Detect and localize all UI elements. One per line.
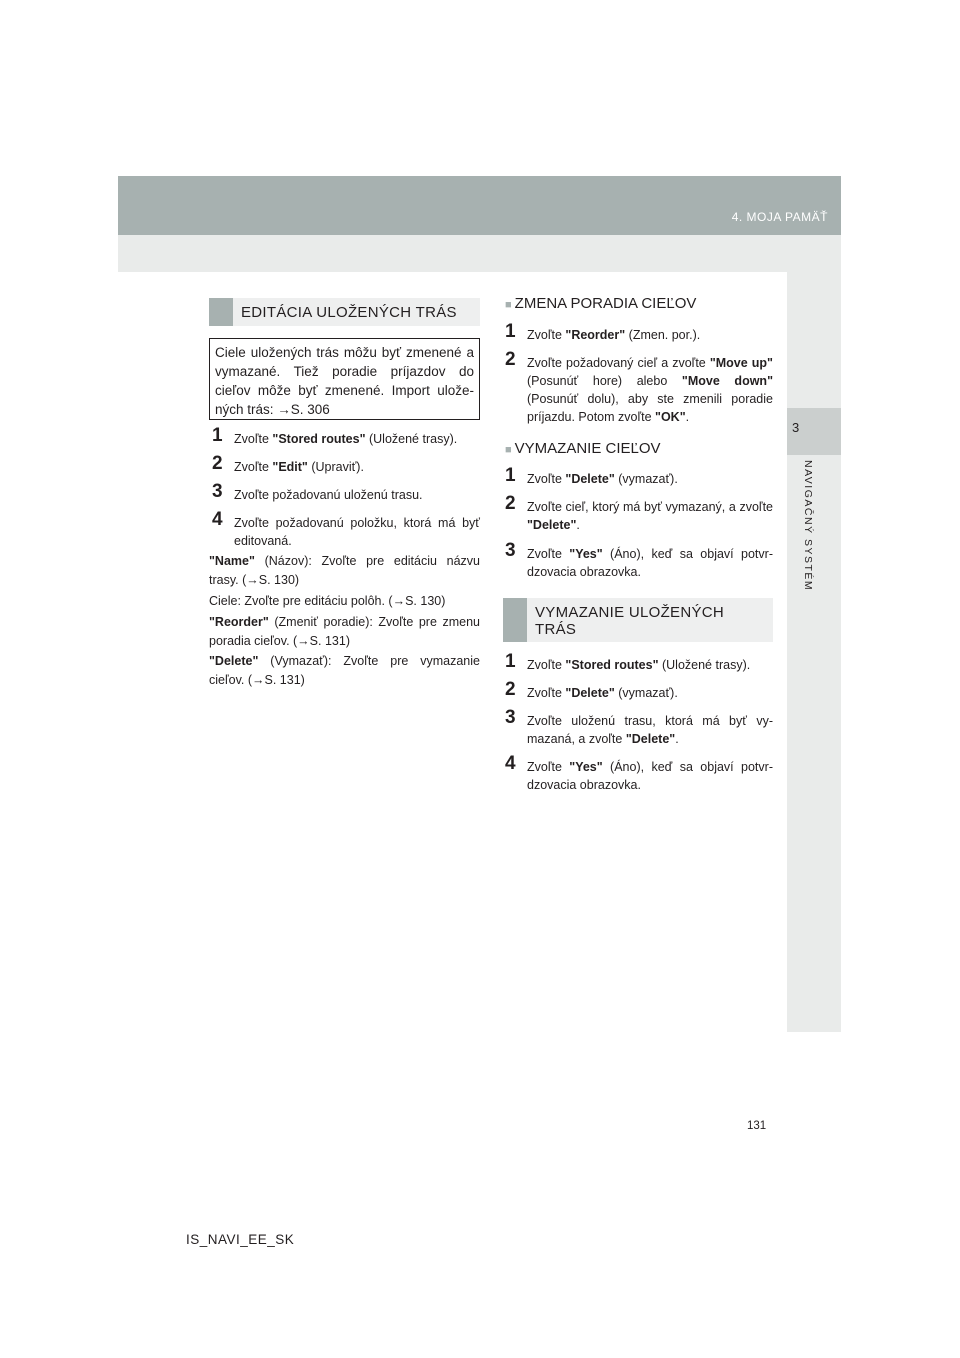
section-heading-edit [209, 298, 480, 326]
ui-label: "Move up" [709, 356, 773, 370]
note-reorder [209, 613, 480, 650]
note-destinations [209, 592, 480, 611]
step-number: 1 [505, 651, 516, 672]
ui-label: "Reorder" [209, 615, 269, 629]
side-strip [787, 272, 841, 1032]
step-number: 1 [505, 465, 516, 486]
step-text: Zvoľte požadovanú položku, ktorá má byť editovaná. [234, 516, 480, 548]
reorder-step-1 [505, 321, 773, 344]
step-3 [212, 481, 480, 504]
title-line: TRÁS [535, 621, 577, 638]
step-number: 1 [212, 425, 223, 446]
step-number: 3 [505, 540, 516, 561]
step-text: Zvoľte [527, 547, 570, 561]
step-text: Zvoľte cieľ, ktorý má byť vymazaný, a zvoľte [527, 500, 773, 514]
ui-label: "Name" [209, 554, 255, 568]
section-heading-delete-routes [503, 598, 773, 642]
section-title [535, 604, 724, 638]
info-box: Ciele uložených trás môžu byť zmenené a vymazané. Tiež poradie príjazdov do cieľov môže byť zmenené. Import ulože-ných trás: →S. 306 [209, 338, 480, 420]
step-text: . [675, 732, 679, 746]
ui-label: "Delete" [565, 472, 615, 486]
step-text: Zvoľte požadovanú uloženú trasu. [234, 488, 423, 502]
step-number: 1 [505, 321, 516, 342]
subsection-delete [505, 440, 661, 457]
step-text: (Uložené trasy). [365, 432, 458, 446]
routes-step-2 [505, 679, 773, 702]
subsection-title: ZMENA PORADIA CIEĽOV [514, 295, 697, 312]
step-text: (Posunúť dolu), aby ste zmenili poradie príjazdu. Potom zvoľte [527, 392, 773, 424]
step-text: Zvoľte [527, 658, 566, 672]
note-text: (Zmeniť poradie): Zvoľte pre zmenu poradia cieľov. (→S. 131) [209, 615, 480, 648]
delete-step-1 [505, 465, 773, 488]
ui-label: "Delete" [527, 518, 577, 532]
reorder-step-2 [505, 349, 773, 426]
step-text: . [685, 410, 690, 424]
step-1 [212, 425, 480, 448]
ui-label: "Delete" [209, 654, 259, 668]
note-text: (Názov): Zvoľte pre editáciu názvu trasy. (→S. 130) [209, 554, 480, 587]
subsection-reorder [505, 295, 696, 312]
ui-label: "Edit" [272, 460, 308, 474]
step-text: Zvoľte [234, 460, 273, 474]
ui-label: "Delete" [565, 686, 615, 700]
step-number: 3 [505, 707, 516, 728]
step-text: Zvoľte [527, 686, 566, 700]
note-delete [209, 652, 480, 689]
header-bar [118, 176, 841, 235]
heading-bar [209, 298, 233, 326]
ui-label: "Stored routes" [272, 432, 366, 446]
step-2 [212, 453, 480, 476]
step-text: Zvoľte požadovaný cieľ a zvoľte [527, 356, 710, 370]
document-code: IS_NAVI_EE_SK [186, 1232, 295, 1247]
ui-label: "Delete" [625, 732, 676, 746]
step-number: 4 [505, 753, 516, 774]
step-4 [212, 509, 480, 550]
square-bullet-icon: ■ [505, 444, 512, 456]
step-text: Zvoľte [527, 328, 566, 342]
step-number: 2 [505, 493, 516, 514]
step-number: 2 [212, 453, 223, 474]
ui-label: "Move down" [681, 374, 773, 388]
step-text: (Zmen. por.). [625, 328, 701, 342]
ui-label: "Yes" [569, 760, 603, 774]
page-number: 131 [747, 1120, 767, 1132]
step-text: (Áno), keď sa objaví potvr-dzovacia obrazovka. [527, 547, 773, 579]
delete-step-3 [505, 540, 773, 581]
step-text: (vymazať). [614, 472, 678, 486]
step-text: (Posunúť hore) alebo [527, 374, 682, 388]
square-bullet-icon: ■ [505, 299, 512, 311]
step-number: 2 [505, 349, 516, 370]
routes-step-1 [505, 651, 773, 674]
title-line: VYMAZANIE ULOŽENÝCH [535, 604, 725, 621]
ui-label: "OK" [655, 410, 686, 424]
ui-label: "Stored routes" [565, 658, 659, 672]
step-number: 4 [212, 509, 223, 530]
routes-step-4 [505, 753, 773, 794]
step-text: (vymazať). [614, 686, 678, 700]
note-text: (Vymazať): Zvoľte pre vymazanie cieľov. (→S. 131) [209, 654, 480, 687]
chapter-title: 4. MOJA PAMÄŤ [731, 210, 828, 224]
section-title: EDITÁCIA ULOŽENÝCH TRÁS [241, 304, 457, 321]
step-text: (Upraviť). [307, 460, 364, 474]
delete-step-2 [505, 493, 773, 534]
subsection-title: VYMAZANIE CIEĽOV [514, 440, 661, 457]
step-text: Zvoľte [527, 760, 570, 774]
step-text: Zvoľte uloženú trasu, ktorá má byť vy-mazaná, a zvoľte [527, 714, 773, 746]
routes-step-3 [505, 707, 773, 748]
step-text: (Áno), keď sa objaví potvr-dzovacia obrazovka. [527, 760, 773, 792]
note-text: Ciele: Zvoľte pre editáciu polôh. (→S. 130) [209, 594, 446, 608]
step-text: . [576, 518, 580, 532]
chapter-label: NAVIGAČNÝ SYSTÉM [802, 460, 814, 592]
step-text: Zvoľte [234, 432, 273, 446]
note-name [209, 552, 480, 589]
ui-label: "Yes" [569, 547, 603, 561]
step-number: 3 [212, 481, 223, 502]
ui-label: "Reorder" [565, 328, 626, 342]
heading-bar [503, 598, 527, 642]
chapter-number: 3 [792, 420, 800, 435]
step-text: Zvoľte [527, 472, 566, 486]
step-number: 2 [505, 679, 516, 700]
step-text: (Uložené trasy). [658, 658, 751, 672]
